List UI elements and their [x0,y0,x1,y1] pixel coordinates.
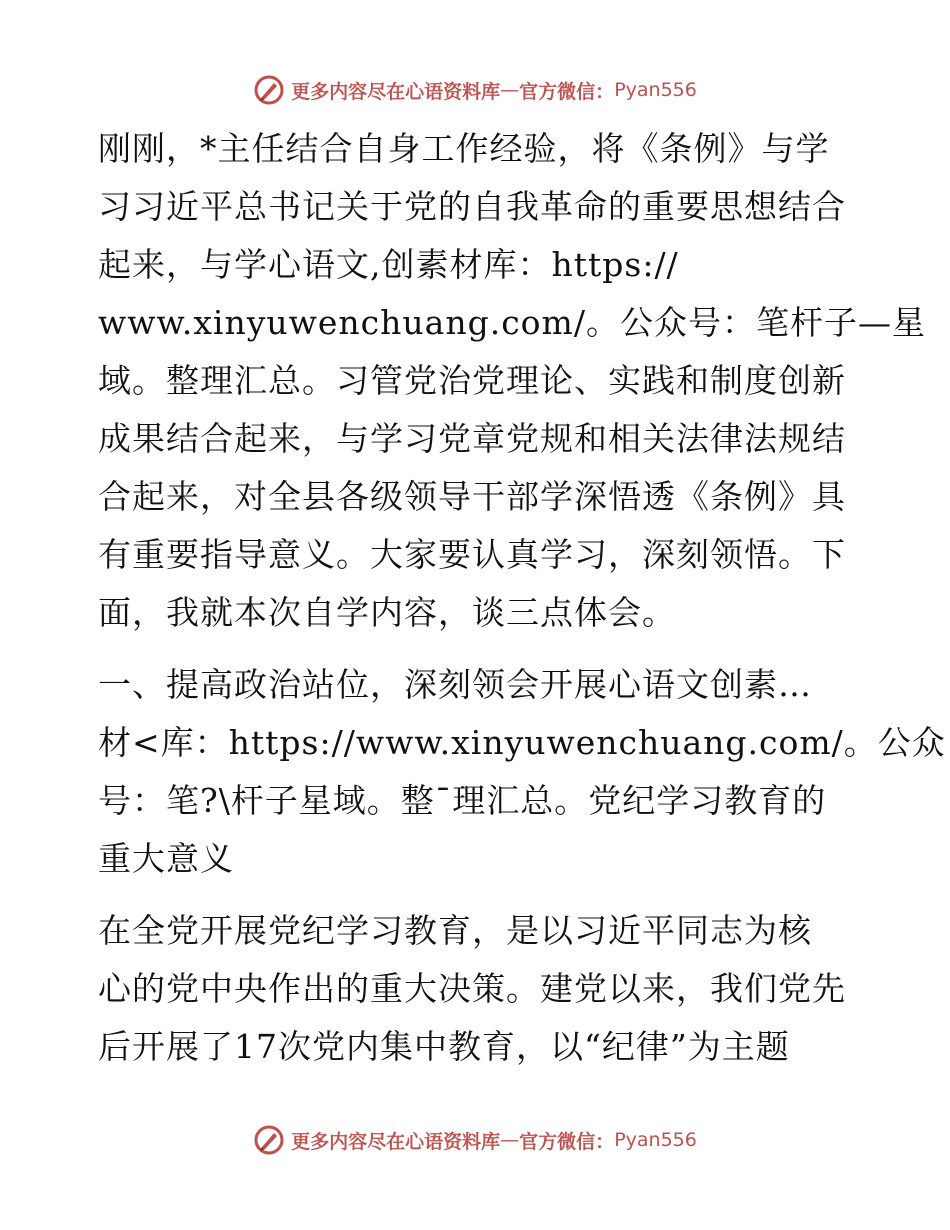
banner-separator: — [500,79,520,101]
text-line: 习习近平总书记关于党的自我革命的重要思想结合 [98,187,846,226]
paragraph-section-one-heading [98,656,946,888]
text-line: 一、提高政治站位，深刻领会开展心语文创素… [98,665,812,704]
document-body [98,120,946,1076]
text-line: 重大意义 [98,839,234,878]
text-line: 起来，与学心语文,创素材库：https:// [98,245,679,284]
text-line: 刚刚，*主任结合自身工作经验，将《条例》与学 [98,129,830,168]
header-banner [0,70,950,110]
text-line: 在全党开展党纪学习教育，是以习近平同志为核 [98,911,812,950]
banner-brand-text: 更多内容尽在心语资料库 [291,1130,501,1153]
pen-in-circle-logo-icon [253,1124,285,1156]
footer-banner [0,1120,950,1160]
text-line: 合起来，对全县各级领导干部学深悟透《条例》具 [98,477,846,516]
banner-wechat-label: 官方微信： [519,80,615,103]
text-line: 有重要指导意义。大家要认真学习，深刻领悟。下 [98,535,846,574]
text-line: 后开展了17次党内集中教育，以“纪律”为主题 [98,1027,790,1066]
text-line: www.xinyuwenchuang.com/。公众号：笔杆子—星 [98,303,926,342]
banner-wechat-id: Pyan556 [614,79,697,101]
banner-brand-text: 更多内容尽在心语资料库 [291,80,501,103]
banner-wechat-id: Pyan556 [614,1129,697,1151]
text-line: 心的党中央作出的重大决策。建党以来，我们党先 [98,969,846,1008]
paragraph-intro [98,120,926,642]
banner-wechat-label: 官方微信： [519,1130,615,1153]
text-line: 成果结合起来，与学习党章党规和相关法律法规结 [98,419,846,458]
pen-in-circle-logo-icon [253,74,285,106]
text-line: 面，我就本次自学内容，谈三点体会。 [98,593,676,632]
text-line: 域。整理汇总。习管党治党理论、实践和制度创新 [98,361,846,400]
banner-separator: — [500,1129,520,1151]
paragraph-section-one-body [98,902,858,1076]
text-line: 材<库：https://www.xinyuwenchuang.com/。公众 [98,723,946,762]
text-line: 号：笔?\杆子星域。整¯理汇总。党纪学习教育的 [98,781,827,820]
